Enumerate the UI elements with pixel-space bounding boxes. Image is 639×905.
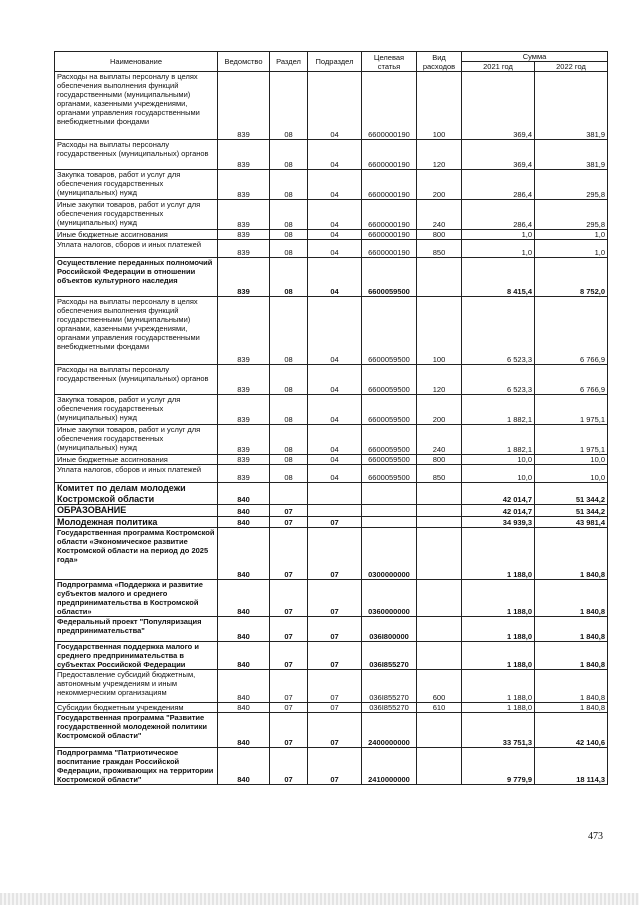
row-section: 08 [270, 425, 308, 455]
row-target: 6600059500 [362, 465, 417, 483]
row-name: Иные бюджетные ассигнования [55, 230, 218, 240]
row-subsection: 07 [308, 748, 362, 785]
row-kind [417, 258, 462, 297]
row-target [362, 483, 417, 505]
table-row [55, 230, 608, 240]
row-section: 08 [270, 258, 308, 297]
row-dept: 839 [218, 170, 270, 200]
row-name: Расходы на выплаты персоналу в целях обеспечения выполнения функций государственными (муниципальными) органами, казенными учреждениями, органами управления государственными внебюджетными фондами [55, 72, 218, 140]
header-section: Раздел [270, 52, 308, 72]
table-row [55, 200, 608, 230]
row-target: 6600059500 [362, 395, 417, 425]
row-sum-2021: 8 415,4 [462, 258, 535, 297]
row-dept: 839 [218, 365, 270, 395]
row-sum-2022: 1 840,8 [535, 528, 608, 580]
row-kind [417, 713, 462, 748]
table-row [55, 297, 608, 365]
row-section: 07 [270, 528, 308, 580]
row-subsection: 04 [308, 455, 362, 465]
row-section: 07 [270, 642, 308, 670]
row-sum-2022: 43 981,4 [535, 516, 608, 528]
row-sum-2022: 51 344,2 [535, 483, 608, 505]
row-target: 6600000190 [362, 140, 417, 170]
row-sum-2021: 286,4 [462, 200, 535, 230]
row-sum-2021: 1 188,0 [462, 528, 535, 580]
table-body [55, 72, 608, 785]
row-name: Расходы на выплаты персоналу в целях обеспечения выполнения функций государственными (муниципальными) органами, казенными учреждениями, органами управления государственными внебюджетными фондами [55, 297, 218, 365]
row-section: 07 [270, 516, 308, 528]
row-sum-2021: 1 188,0 [462, 703, 535, 713]
row-name: ОБРАЗОВАНИЕ [55, 505, 218, 517]
row-sum-2022: 1 975,1 [535, 425, 608, 455]
row-name: Расходы на выплаты персоналу государственных (муниципальных) органов [55, 365, 218, 395]
row-sum-2021: 369,4 [462, 72, 535, 140]
row-kind [417, 528, 462, 580]
row-subsection: 07 [308, 703, 362, 713]
row-subsection: 07 [308, 528, 362, 580]
row-section: 08 [270, 230, 308, 240]
row-dept: 840 [218, 713, 270, 748]
row-name: Федеральный проект "Популяризация предпринимательства" [55, 617, 218, 642]
row-kind: 610 [417, 703, 462, 713]
row-sum-2021: 10,0 [462, 455, 535, 465]
row-section: 08 [270, 455, 308, 465]
budget-table [54, 51, 608, 785]
page-number: 473 [588, 831, 603, 842]
row-target: 6600000190 [362, 170, 417, 200]
row-target: 6600059500 [362, 365, 417, 395]
table-row [55, 140, 608, 170]
row-section: 07 [270, 580, 308, 617]
row-dept: 840 [218, 505, 270, 517]
row-sum-2021: 1,0 [462, 230, 535, 240]
header-dept: Ведомство [218, 52, 270, 72]
row-dept: 840 [218, 516, 270, 528]
row-dept: 839 [218, 258, 270, 297]
row-sum-2022: 295,8 [535, 200, 608, 230]
row-sum-2022: 51 344,2 [535, 505, 608, 517]
row-target: 036I855270 [362, 642, 417, 670]
row-section: 08 [270, 140, 308, 170]
row-kind: 200 [417, 395, 462, 425]
table-row [55, 240, 608, 258]
row-kind: 800 [417, 230, 462, 240]
row-sum-2021: 286,4 [462, 170, 535, 200]
row-sum-2021: 1 882,1 [462, 425, 535, 455]
row-name: Государственная поддержка малого и среднего предпринимательства в субъектах Российской Федерации [55, 642, 218, 670]
row-name: Закупка товаров, работ и услуг для обеспечения государственных (муниципальных) нужд [55, 395, 218, 425]
table-row [55, 365, 608, 395]
row-name: Субсидии бюджетным учреждениям [55, 703, 218, 713]
row-dept: 840 [218, 670, 270, 703]
row-target [362, 505, 417, 517]
row-target: 6600000190 [362, 230, 417, 240]
row-sum-2022: 1,0 [535, 230, 608, 240]
row-dept: 839 [218, 72, 270, 140]
row-sum-2022: 1 840,8 [535, 580, 608, 617]
row-sum-2021: 42 014,7 [462, 483, 535, 505]
row-target: 2400000000 [362, 713, 417, 748]
table-row [55, 516, 608, 528]
row-target: 036I855270 [362, 703, 417, 713]
row-dept: 840 [218, 703, 270, 713]
row-sum-2022: 18 114,3 [535, 748, 608, 785]
row-sum-2021: 1 882,1 [462, 395, 535, 425]
row-kind: 240 [417, 200, 462, 230]
row-subsection: 07 [308, 516, 362, 528]
row-kind: 200 [417, 170, 462, 200]
row-section: 08 [270, 170, 308, 200]
row-subsection: 07 [308, 617, 362, 642]
row-name: Закупка товаров, работ и услуг для обеспечения государственных (муниципальных) нужд [55, 170, 218, 200]
scan-edge [0, 893, 639, 905]
row-section: 07 [270, 617, 308, 642]
row-sum-2021: 42 014,7 [462, 505, 535, 517]
row-subsection: 04 [308, 425, 362, 455]
row-dept: 839 [218, 465, 270, 483]
row-sum-2022: 1 840,8 [535, 617, 608, 642]
row-sum-2021: 10,0 [462, 465, 535, 483]
row-sum-2022: 8 752,0 [535, 258, 608, 297]
table-row [55, 72, 608, 140]
row-kind [417, 642, 462, 670]
table-row [55, 703, 608, 713]
row-target [362, 516, 417, 528]
row-section: 07 [270, 713, 308, 748]
header-year-2022: 2022 год [535, 62, 608, 72]
row-dept: 840 [218, 617, 270, 642]
row-kind: 850 [417, 465, 462, 483]
table-row [55, 465, 608, 483]
row-sum-2022: 42 140,6 [535, 713, 608, 748]
row-subsection: 07 [308, 580, 362, 617]
table-row [55, 425, 608, 455]
row-sum-2021: 6 523,3 [462, 365, 535, 395]
row-kind: 600 [417, 670, 462, 703]
table-row [55, 748, 608, 785]
row-name: Иные закупки товаров, работ и услуг для обеспечения государственных (муниципальных) нужд [55, 425, 218, 455]
header-year-2021: 2021 год [462, 62, 535, 72]
row-kind: 100 [417, 72, 462, 140]
row-section: 08 [270, 72, 308, 140]
table-row [55, 258, 608, 297]
header-name: Наименование [55, 52, 218, 72]
row-section: 07 [270, 748, 308, 785]
row-target: 6600000190 [362, 240, 417, 258]
row-subsection: 07 [308, 713, 362, 748]
table-row [55, 483, 608, 505]
row-dept: 840 [218, 748, 270, 785]
row-subsection: 07 [308, 670, 362, 703]
row-name: Государственная программа Костромской области «Экономическое развитие Костромской области на период до 2025 года» [55, 528, 218, 580]
row-subsection: 04 [308, 465, 362, 483]
row-sum-2021: 33 751,3 [462, 713, 535, 748]
row-sum-2022: 1 975,1 [535, 395, 608, 425]
row-section: 07 [270, 670, 308, 703]
row-sum-2021: 369,4 [462, 140, 535, 170]
table-row [55, 670, 608, 703]
table-header [55, 52, 608, 72]
row-name: Осуществление переданных полномочий Российской Федерации в отношении объектов культурного наследия [55, 258, 218, 297]
row-dept: 840 [218, 642, 270, 670]
row-target: 6600059500 [362, 297, 417, 365]
row-kind [417, 516, 462, 528]
row-sum-2022: 1 840,8 [535, 670, 608, 703]
row-section: 08 [270, 240, 308, 258]
table-row [55, 580, 608, 617]
row-section: 08 [270, 395, 308, 425]
row-kind [417, 748, 462, 785]
table-row [55, 505, 608, 517]
row-sum-2022: 10,0 [535, 455, 608, 465]
row-dept: 840 [218, 528, 270, 580]
row-name: Иные бюджетные ассигнования [55, 455, 218, 465]
row-sum-2022: 1 840,8 [535, 642, 608, 670]
row-name: Уплата налогов, сборов и иных платежей [55, 465, 218, 483]
row-name: Предоставление субсидий бюджетным, автономным учреждениям и иным некоммерческим организациям [55, 670, 218, 703]
row-dept: 839 [218, 200, 270, 230]
header-sum: Сумма [462, 52, 608, 62]
row-dept: 839 [218, 455, 270, 465]
table-row [55, 642, 608, 670]
row-name: Иные закупки товаров, работ и услуг для обеспечения государственных (муниципальных) нужд [55, 200, 218, 230]
row-subsection: 04 [308, 230, 362, 240]
row-kind: 850 [417, 240, 462, 258]
row-sum-2022: 10,0 [535, 465, 608, 483]
row-subsection: 04 [308, 365, 362, 395]
row-target: 6600059500 [362, 258, 417, 297]
row-sum-2021: 1 188,0 [462, 617, 535, 642]
row-name: Расходы на выплаты персоналу государственных (муниципальных) органов [55, 140, 218, 170]
row-sum-2021: 9 779,9 [462, 748, 535, 785]
row-kind: 800 [417, 455, 462, 465]
row-subsection [308, 483, 362, 505]
row-target: 0360000000 [362, 580, 417, 617]
row-sum-2022: 381,9 [535, 140, 608, 170]
table-row [55, 617, 608, 642]
row-subsection: 07 [308, 642, 362, 670]
row-name: Молодежная политика [55, 516, 218, 528]
row-section: 07 [270, 703, 308, 713]
row-dept: 839 [218, 297, 270, 365]
row-sum-2022: 295,8 [535, 170, 608, 200]
row-target: 6600000190 [362, 72, 417, 140]
row-name: Уплата налогов, сборов и иных платежей [55, 240, 218, 258]
header-kind: Вид расходов [417, 52, 462, 72]
row-name: Подпрограмма «Поддержка и развитие субъектов малого и среднего предпринимательства в Костромской области» [55, 580, 218, 617]
row-subsection: 04 [308, 72, 362, 140]
row-subsection: 04 [308, 240, 362, 258]
row-kind: 120 [417, 140, 462, 170]
row-kind [417, 483, 462, 505]
row-dept: 840 [218, 580, 270, 617]
row-sum-2022: 6 766,9 [535, 297, 608, 365]
row-section: 07 [270, 505, 308, 517]
row-kind [417, 617, 462, 642]
table-row [55, 455, 608, 465]
row-target: 6600059500 [362, 455, 417, 465]
row-subsection: 04 [308, 297, 362, 365]
row-subsection: 04 [308, 395, 362, 425]
row-dept: 839 [218, 230, 270, 240]
row-target: 6600000190 [362, 200, 417, 230]
row-name: Комитет по делам молодежи Костромской области [55, 483, 218, 505]
row-subsection: 04 [308, 140, 362, 170]
row-sum-2021: 1 188,0 [462, 642, 535, 670]
header-subsection: Подраздел [308, 52, 362, 72]
row-target: 2410000000 [362, 748, 417, 785]
header-target: Целевая статья [362, 52, 417, 72]
row-target: 036I800000 [362, 617, 417, 642]
row-sum-2021: 1,0 [462, 240, 535, 258]
table-row [55, 395, 608, 425]
row-dept: 839 [218, 425, 270, 455]
row-subsection: 04 [308, 170, 362, 200]
row-sum-2021: 1 188,0 [462, 580, 535, 617]
row-target: 036I855270 [362, 670, 417, 703]
row-kind: 120 [417, 365, 462, 395]
row-sum-2022: 381,9 [535, 72, 608, 140]
row-kind [417, 580, 462, 617]
row-subsection [308, 505, 362, 517]
row-dept: 839 [218, 140, 270, 170]
row-sum-2022: 1 840,8 [535, 703, 608, 713]
row-section: 08 [270, 365, 308, 395]
row-dept: 840 [218, 483, 270, 505]
row-dept: 839 [218, 240, 270, 258]
row-name: Подпрограмма "Патриотическое воспитание граждан Российской Федерации, проживающих на территории Костромской области" [55, 748, 218, 785]
row-kind [417, 505, 462, 517]
row-sum-2021: 1 188,0 [462, 670, 535, 703]
row-section [270, 483, 308, 505]
row-sum-2022: 1,0 [535, 240, 608, 258]
row-section: 08 [270, 297, 308, 365]
row-target: 6600059500 [362, 425, 417, 455]
row-sum-2022: 6 766,9 [535, 365, 608, 395]
row-dept: 839 [218, 395, 270, 425]
table-row [55, 170, 608, 200]
row-subsection: 04 [308, 200, 362, 230]
row-section: 08 [270, 200, 308, 230]
row-section: 08 [270, 465, 308, 483]
row-kind: 100 [417, 297, 462, 365]
row-kind: 240 [417, 425, 462, 455]
row-name: Государственная программа "Развитие государственной молодежной политики Костромской области" [55, 713, 218, 748]
row-sum-2021: 6 523,3 [462, 297, 535, 365]
row-sum-2021: 34 939,3 [462, 516, 535, 528]
table-row [55, 713, 608, 748]
row-target: 0300000000 [362, 528, 417, 580]
table-row [55, 528, 608, 580]
row-subsection: 04 [308, 258, 362, 297]
